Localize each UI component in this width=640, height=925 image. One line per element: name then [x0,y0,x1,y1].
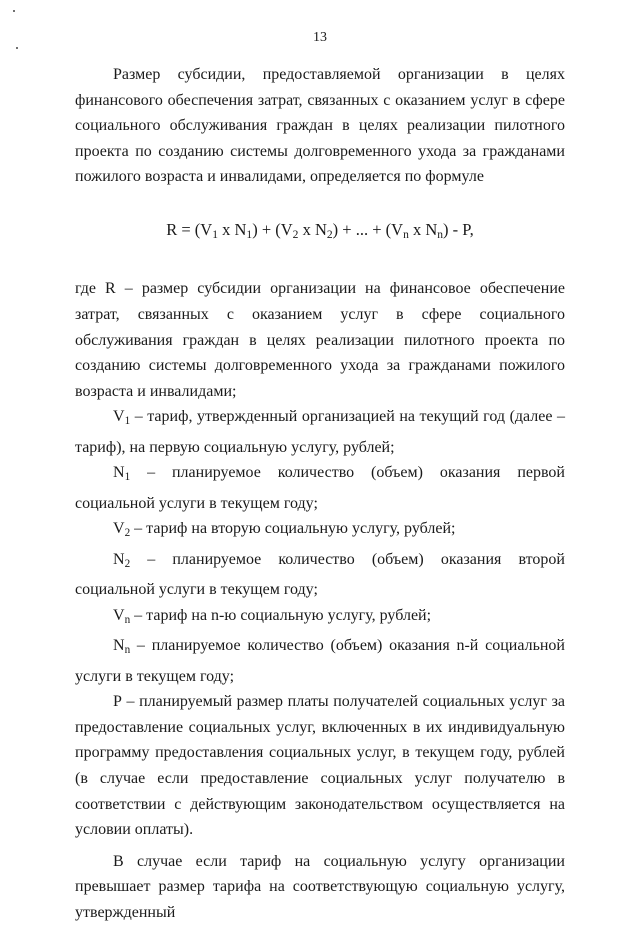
paragraph-v2: $V_2$ – тариф на вторую социальную услугу, рублей; [113,520,456,540]
paragraph-last: В случае если тариф на социальную услугу организации превышает размер тарифа на соответствующую социальную услугу, утвержденный [75,852,565,921]
page-number: 13 [313,30,327,45]
paragraph-v1: $V_1$ – тариф, утвержденный организацией на текущий год (далее – тариф), на первую социальную услугу, рублей; [75,408,565,456]
document-body [75,62,565,925]
paragraph-n1: $N_1$ – планируемое количество (объем) оказания первой социальной услуги в текущем году; [75,464,565,512]
paragraph-nn: $N_n$ – планируемое количество (объем) оказания n-й социальной услуги в текущем году; [75,637,565,685]
paragraph-vn: $V_n$ – тариф на n-ю социальную услугу, рублей; [113,606,432,626]
scan-speck [13,10,15,12]
paragraph-n2: $N_2$ – планируемое количество (объем) оказания второй социальной услуги в текущем году; [75,550,565,599]
scan-speck [16,47,18,49]
paragraph-p: Р – планируемый размер платы получателей социальных услуг за предоставление социальных услуг, включенных в их индивидуальную программу предоставления социальных услуг, в текущем году, рублей (в случае если предоставление социальных услуг получателю в соответствии с действующим законодательством осуществляется на условии оплаты). [75,693,565,839]
paragraph-intro: Размер субсидии, предоставляемой организации в целях финансового обеспечения затрат, связанных с оказанием услуг в сфере социального обслуживания граждан в целях реализации пилотного проекта по созданию системы долговременного ухода за гражданами пожилого возраста и инвалидами, определяется по формуле [75,66,565,186]
subsidy-formula: $R = (V_1$ x $N_1) + (V_2$ x $N_2$) + ... + ($V_n$ x $N_n$) - P, [166,219,474,241]
paragraph-where-r: где R – размер субсидии организации на финансовое обеспечение затрат, связанных с оказанием услуг в сфере социального обслуживания граждан в целях реализации пилотного проекта по созданию системы долговременного ухода за гражданами пожилого возраста и инвалидами; [75,280,565,400]
